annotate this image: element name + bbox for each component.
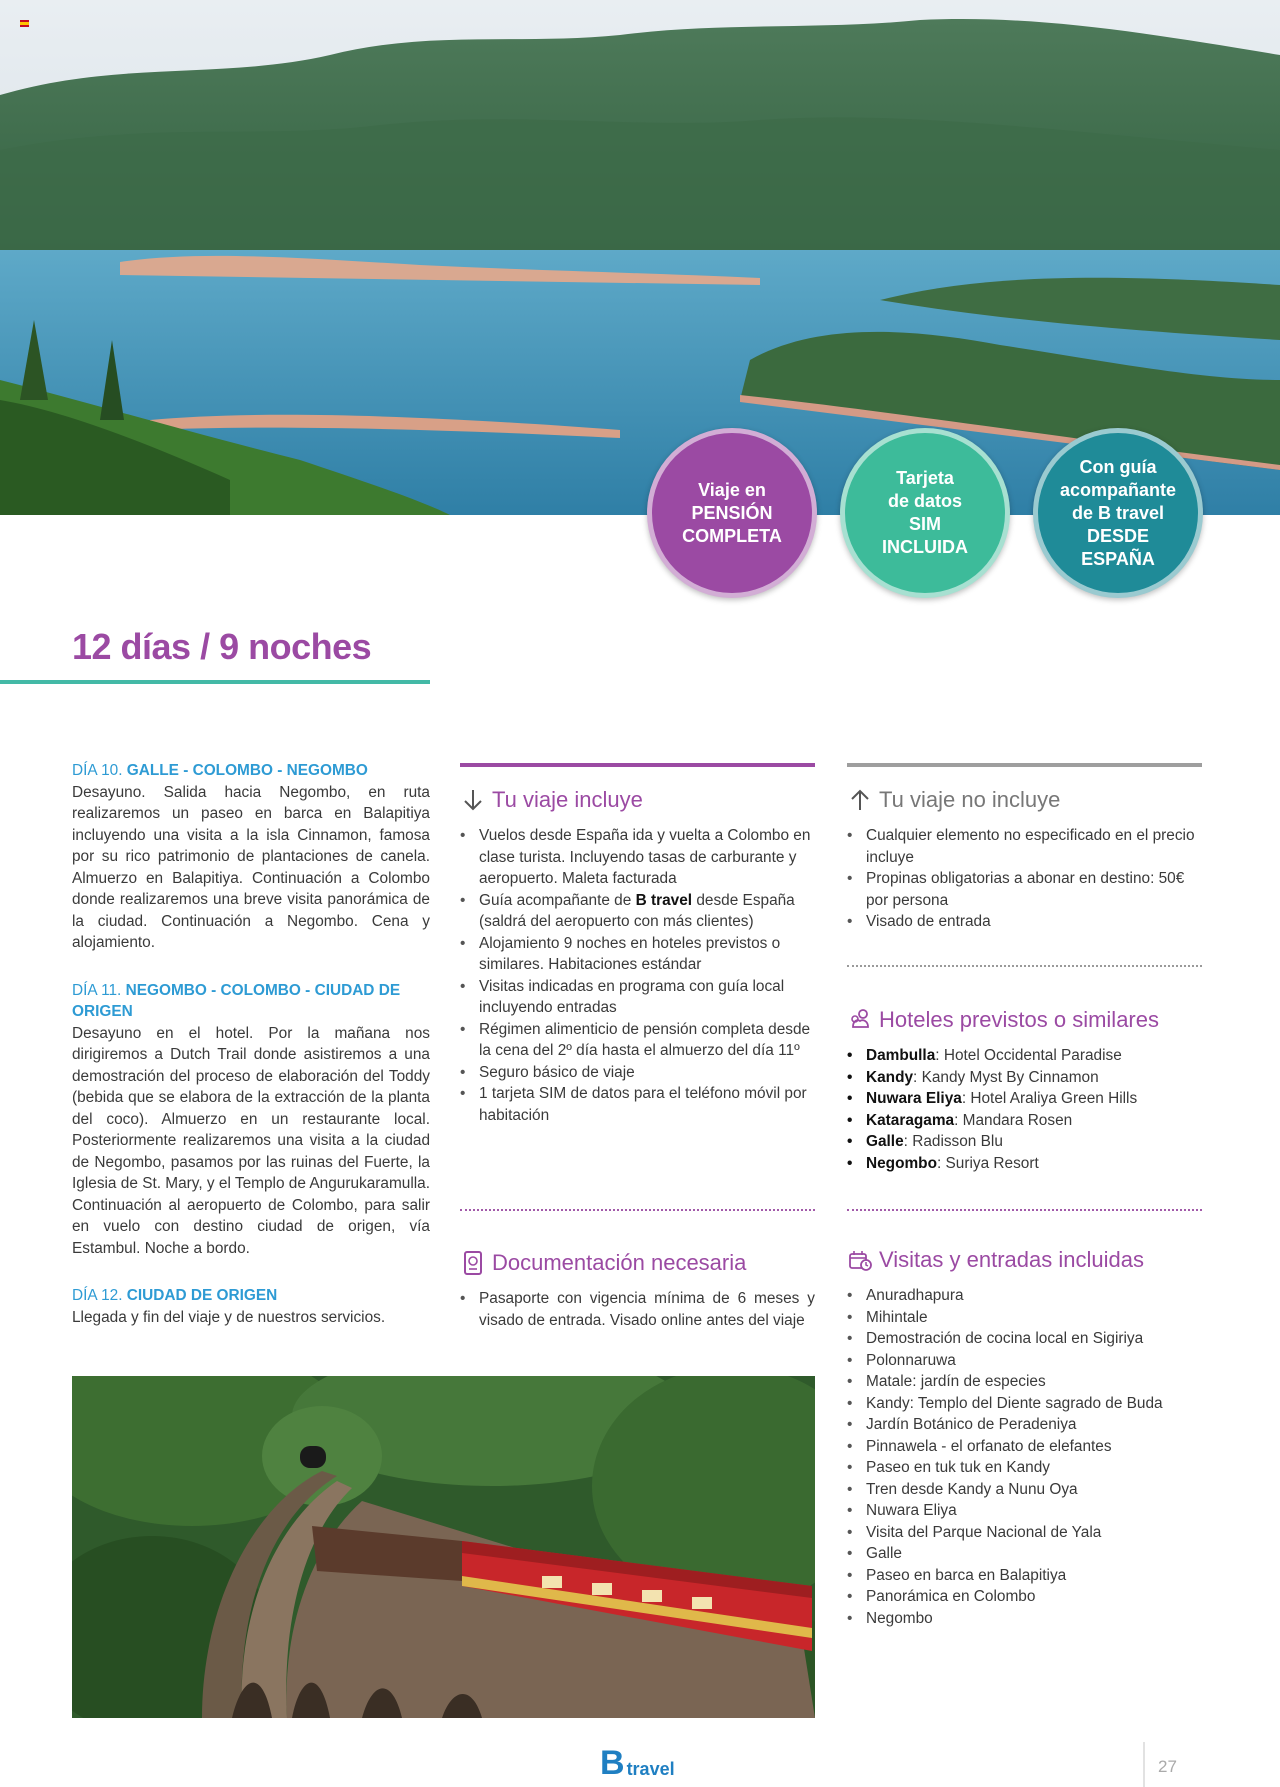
list-item — [460, 1288, 815, 1331]
badge-line: de datos — [887, 491, 962, 511]
hotel-city: Negombo — [866, 1154, 937, 1172]
badge-guia-acompanante — [1033, 428, 1203, 598]
hotel-city: Galle — [866, 1133, 904, 1150]
hotel-name: : Radisson Blu — [903, 1133, 1003, 1150]
hotel-name: : Hotel Occidental Paradise — [935, 1047, 1122, 1064]
item-text: Vuelos desde España ida y vuelta a Colombo en clase turista. Incluyendo tasas de carburante y aeropuerto. Maleta facturada — [479, 827, 811, 887]
badge-line: PENSIÓN — [691, 502, 773, 523]
logo-b-mark: B — [600, 1744, 625, 1782]
arrow-down-icon — [460, 787, 486, 813]
documents-list — [460, 1288, 815, 1331]
hotel-item — [847, 1131, 1202, 1153]
item-text: Alojamiento 9 noches en hoteles previstos o similares. Habitaciones estándar — [479, 934, 781, 973]
badge-line: ESPAÑA — [1081, 548, 1155, 569]
list-item — [460, 976, 815, 1019]
list-item: • Anuradhapura — [847, 1285, 1202, 1307]
list-item — [460, 1062, 815, 1084]
badge-line: Tarjeta — [896, 468, 954, 488]
item-text: Seguro básico de viaje — [479, 1063, 635, 1081]
dotted-divider — [460, 1209, 815, 1211]
day-route: GALLE - COLOMBO - NEGOMBO — [126, 762, 368, 779]
day-number: DÍA 12. — [72, 1287, 123, 1304]
bed-icon — [847, 1007, 873, 1033]
dotted-divider — [847, 965, 1202, 967]
includes-heading — [460, 787, 815, 813]
badge-line: COMPLETA — [682, 525, 782, 546]
ticket-icon — [847, 1247, 873, 1273]
list-item — [460, 1083, 815, 1126]
visits-section — [847, 1247, 1202, 1629]
itinerary-day — [72, 760, 430, 954]
badge-line: SIM — [908, 514, 941, 534]
item-text: Visitas indicadas en programa con guía local incluyendo entradas — [479, 977, 785, 1016]
passport-icon — [460, 1250, 486, 1276]
page-title: 12 días / 9 noches — [72, 626, 372, 667]
item-bold-text: B travel — [635, 891, 693, 909]
itinerary-column — [72, 760, 430, 1354]
documents-title: Documentación necesaria — [492, 1250, 747, 1275]
item-text: desde España (saldrá del aeropuerto con más clientes) — [479, 891, 795, 930]
day-route: NEGOMBO - COLOMBO - CIUDAD DE ORIGEN — [72, 981, 401, 1020]
arrow-up-icon — [847, 787, 873, 813]
list-item: • Mihintale — [847, 1307, 1202, 1329]
list-item: • Nuwara Eliya — [847, 1500, 1202, 1522]
item-text: Régimen alimenticio de pensión completa desde la cena del 2º día hasta el almuerzo del día 11º — [479, 1020, 811, 1059]
hotel-item — [847, 1088, 1202, 1110]
list-item: • Negombo — [847, 1608, 1202, 1630]
list-item: • Paseo en barca en Balapitiya — [847, 1565, 1202, 1587]
badge-line: Con guía — [1079, 456, 1157, 477]
hotels-heading — [847, 1007, 1202, 1033]
spain-flag-icon — [20, 20, 29, 27]
not-includes-top-bar — [847, 763, 1202, 767]
badge-pension-completa — [647, 428, 817, 598]
not-includes-title: Tu viaje no incluye — [879, 787, 1061, 812]
list-item: • Jardín Botánico de Peradeniya — [847, 1414, 1202, 1436]
hotels-list — [847, 1045, 1202, 1174]
not-includes-heading — [847, 787, 1202, 813]
day-number: DÍA 10. — [72, 762, 123, 779]
item-text: Guía acompañante de — [479, 891, 636, 909]
hotels-section — [847, 1007, 1202, 1174]
list-item: • Panorámica en Colombo — [847, 1586, 1202, 1608]
list-item: • Polonnaruwa — [847, 1350, 1202, 1372]
list-item: • Cualquier elemento no especificado en el precio incluye — [847, 825, 1202, 868]
not-includes-list — [847, 825, 1202, 933]
item-text: Pasaporte con vigencia mínima de 6 meses y visado de entrada. Visado online antes del viaje — [479, 1290, 815, 1329]
list-item: • Visita del Parque Nacional de Yala — [847, 1522, 1202, 1544]
hotel-name: : Suriya Resort — [936, 1154, 1039, 1172]
badge-sim-incluida — [840, 428, 1010, 598]
includes-list — [460, 825, 815, 1126]
hotel-city: Nuwara Eliya — [866, 1090, 962, 1107]
list-item: • Tren desde Kandy a Nunu Oya — [847, 1479, 1202, 1501]
day-heading — [72, 1285, 430, 1307]
list-item — [460, 1019, 815, 1062]
list-item: • Visado de entrada — [847, 911, 1202, 933]
list-item: • Pinnawela - el orfanato de elefantes — [847, 1436, 1202, 1458]
title-underline — [0, 680, 430, 684]
hotel-city: Kandy — [866, 1068, 914, 1086]
day-route: CIUDAD DE ORIGEN — [126, 1287, 278, 1304]
hotel-item — [847, 1067, 1202, 1089]
item-text: 1 tarjeta SIM de datos para el teléfono móvil por habitación — [479, 1085, 807, 1124]
list-item — [460, 933, 815, 976]
hotels-title: Hoteles previstos o similares — [879, 1007, 1159, 1032]
documents-section — [460, 1250, 815, 1331]
badge-line: acompañante — [1059, 479, 1177, 500]
hotel-name: : Kandy Myst By Cinnamon — [913, 1068, 1099, 1086]
day-description: Llegada y fin del viaje y de nuestros servicios. — [72, 1308, 386, 1326]
visits-heading — [847, 1247, 1202, 1273]
day-number: DÍA 11. — [72, 981, 122, 999]
train-bridge-photo — [72, 1376, 815, 1718]
itinerary-day — [72, 1285, 430, 1328]
hotel-city: Dambulla — [866, 1047, 936, 1064]
list-item: • Matale: jardín de especies — [847, 1371, 1202, 1393]
badge-line: Viaje en — [698, 479, 766, 500]
dotted-divider — [847, 1209, 1202, 1211]
list-item: • Paseo en tuk tuk en Kandy — [847, 1457, 1202, 1479]
documents-heading — [460, 1250, 815, 1276]
list-item — [460, 825, 815, 890]
day-heading — [72, 760, 430, 782]
badge-line: INCLUIDA — [882, 537, 968, 557]
itinerary-day — [72, 980, 430, 1260]
badge-line: de B travel — [1071, 502, 1165, 523]
list-item — [460, 890, 815, 933]
page-number: 27 — [1158, 1757, 1177, 1776]
btravel-logo — [600, 1744, 675, 1782]
hotel-name: : Hotel Araliya Green Hills — [961, 1090, 1138, 1107]
badge-line: DESDE — [1086, 525, 1149, 546]
logo-wordmark: travel — [626, 1759, 675, 1779]
includes-top-bar — [460, 763, 815, 767]
visits-title: Visitas y entradas incluidas — [879, 1247, 1144, 1272]
hotel-item — [847, 1153, 1202, 1175]
list-item: • Propinas obligatorias a abonar en destino: 50€ por persona — [847, 868, 1202, 911]
day-heading — [72, 980, 430, 1023]
list-item: • Galle — [847, 1543, 1202, 1565]
day-description: Desayuno. Salida hacia Negombo, en ruta realizaremos un paseo en barca en Balapitiya incluyendo una visita a la isla Cinnamon, famosa por su rico patrimonio de plantaciones de canela. Almuerzo en Balapitiya. Continuación a Colombo donde realizaremos una breve visita panorámica de la ciudad. Continuación a Negombo. Cena y alojamiento. — [72, 783, 430, 951]
hotel-item — [847, 1110, 1202, 1132]
hotel-item — [847, 1045, 1202, 1067]
not-includes-section — [847, 787, 1202, 933]
includes-title: Tu viaje incluye — [492, 787, 643, 812]
list-item: • Kandy: Templo del Diente sagrado de Buda — [847, 1393, 1202, 1415]
page-number-separator — [1143, 1742, 1145, 1787]
list-item: • Demostración de cocina local en Sigiriya — [847, 1328, 1202, 1350]
day-description: Desayuno en el hotel. Por la mañana nos dirigiremos a Dutch Trail donde asistiremos a una demostración del proceso de elaboración del Toddy (bebida que se elabora de la extracción de la planta del coco). Almuerzo en un restaurante local. Posteriormente realizaremos una visita a la ciudad de Negombo, pasamos por las ruinas del Fuerte, la Iglesia de St. Mary, y el Templo de Angurukaramulla. Continuación al aeropuerto de Colombo, para salir en vuelo con destino ciudad de origen, vía Estambul. Noche a bordo. — [72, 1024, 430, 1257]
visits-list — [847, 1285, 1202, 1629]
hotel-name: : Mandara Rosen — [954, 1111, 1073, 1129]
hotel-city: Kataragama — [866, 1111, 955, 1129]
includes-section — [460, 787, 815, 1126]
